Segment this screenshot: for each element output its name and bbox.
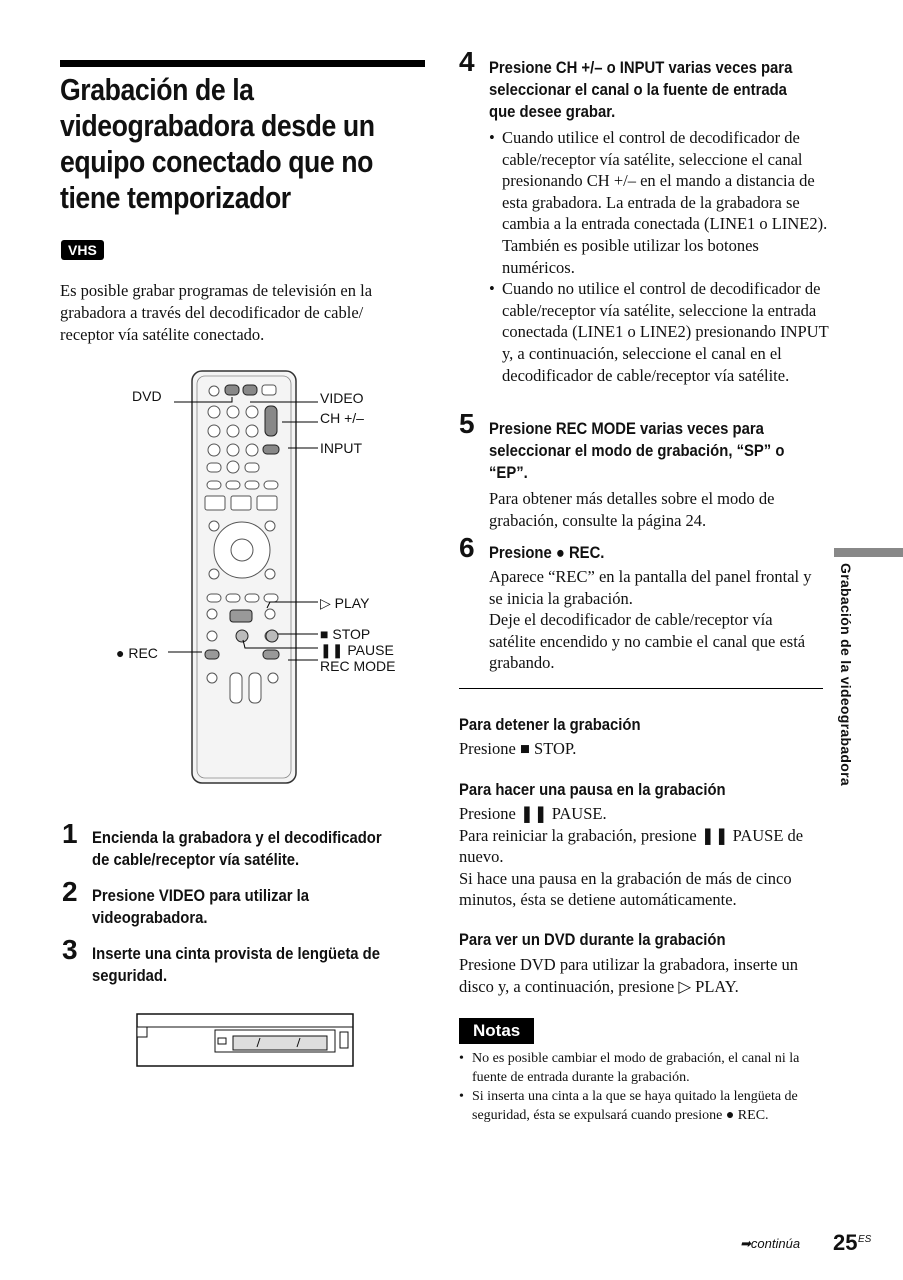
step-3-number: 3 <box>62 934 78 965</box>
step-5-text: Presione REC MODE varias veces para seleccionar el modo de grabación, “SP” o “EP”. <box>489 420 785 482</box>
step-5-body: Para obtener más detalles sobre el modo de grabación, consulte la página 24. <box>489 489 775 530</box>
dvd-body: Presione DVD para utilizar la grabadora, inserte un disco y, a continuación, presione ▷ PLAY. <box>459 955 799 996</box>
arrow-right-icon: ➡ <box>740 1236 751 1251</box>
note-item-1: • No es posible cambiar el modo de grabación, el canal ni la fuente de entrada durante la grabación. <box>459 1049 824 1087</box>
label-video: VIDEO <box>320 390 364 406</box>
section-divider <box>459 688 823 689</box>
step-4-number: 4 <box>459 46 475 77</box>
dvd-heading: Para ver un DVD durante la grabación <box>459 931 726 949</box>
step-1-number: 1 <box>62 818 78 849</box>
step-3-text: Inserte una cinta provista de lengüeta de seguridad. <box>92 945 381 985</box>
step-5-number: 5 <box>459 408 475 439</box>
stop-icon: ■ <box>320 626 329 642</box>
side-tab-label: Grabación de la videograbadora <box>838 563 854 786</box>
pause-icon: ❚❚ <box>320 642 344 658</box>
note-item-2: • Si inserta una cinta a la que se haya quitado la lengüeta de seguridad, ésta se expulsará cuando presione ● REC. <box>459 1087 824 1125</box>
step-1-text: Encienda la grabadora y el decodificador de cable/receptor vía satélite. <box>92 829 382 869</box>
notas-list <box>459 1049 824 1125</box>
title-rule <box>60 60 425 67</box>
step-6-number: 6 <box>459 532 475 563</box>
intro-paragraph: Es posible grabar programas de televisión en la grabadora a través del decodificador de cable/ receptor vía satélite conectado. <box>60 281 373 344</box>
step-4-text: Presione CH +/– o INPUT varias veces para seleccionar el canal o la fuente de entrada que desee grabar. <box>489 59 793 121</box>
step-4-bullet-2: • Cuando no utilice el control de decodificador de cable/receptor vía satélite, seleccione la entrada conectada (LINE1 o LINE2) presionando INPUT y, a continuación, seleccione el canal en el decodificador de cable/receptor vía satélite. <box>489 278 829 386</box>
label-rec: ● REC <box>116 645 158 661</box>
side-tab-bar <box>834 548 903 557</box>
stop-heading: Para detener la grabación <box>459 716 641 734</box>
page-number: 25 <box>833 1230 858 1255</box>
label-stop: ■ STOP <box>320 626 371 642</box>
label-play: ▷ PLAY <box>320 595 370 611</box>
pause-heading: Para hacer una pausa en la grabación <box>459 781 726 799</box>
continued-indicator: ➡continúa <box>740 1236 801 1251</box>
page-title: Grabación de la videograbadora desde un equipo conectado que no tiene temporizador <box>60 72 375 215</box>
step-2-number: 2 <box>62 876 78 907</box>
stop-body: Presione ■ STOP. <box>459 739 577 758</box>
label-rec-mode: REC MODE <box>320 658 396 674</box>
label-pause: ❚❚ PAUSE <box>320 642 394 658</box>
step-6-text: Presione ● REC. <box>489 544 605 562</box>
notas-label: Notas <box>459 1018 534 1044</box>
label-input: INPUT <box>320 440 362 456</box>
step-6-body: Aparece “REC” en la pantalla del panel frontal y se inicia la grabación. Deje el decodificador de cable/receptor vía satélite encendido y no cambie el canal que está grabando. <box>489 567 812 673</box>
remote-leader-lines <box>110 380 320 680</box>
rec-icon: ● <box>116 645 125 661</box>
pause-body: Presione ❚❚ PAUSE. Para reiniciar la grabación, presione ❚❚ PAUSE de nuevo. Si hace una pausa en la grabación de más de cinco minutos, ésta se detiene automáticamente. <box>459 804 804 910</box>
play-icon: ▷ <box>320 595 331 611</box>
vcr-illustration <box>135 1012 357 1070</box>
language-code: ES <box>858 1234 872 1245</box>
vhs-badge: VHS <box>61 240 104 260</box>
label-ch: CH +/– <box>320 410 364 426</box>
step-4-bullets <box>489 127 829 386</box>
step-2-text: Presione VIDEO para utilizar la videograbadora. <box>92 887 310 927</box>
label-dvd: DVD <box>132 388 162 404</box>
step-4-bullet-1: • Cuando utilice el control de decodificador de cable/receptor vía satélite, seleccione el canal presionando CH +/– en el mando a distancia de esta grabadora. La entrada de la grabadora se cambia a la entrada conectada (LINE1 o LINE2). También es posible utilizar los botones numéricos. <box>489 127 829 278</box>
